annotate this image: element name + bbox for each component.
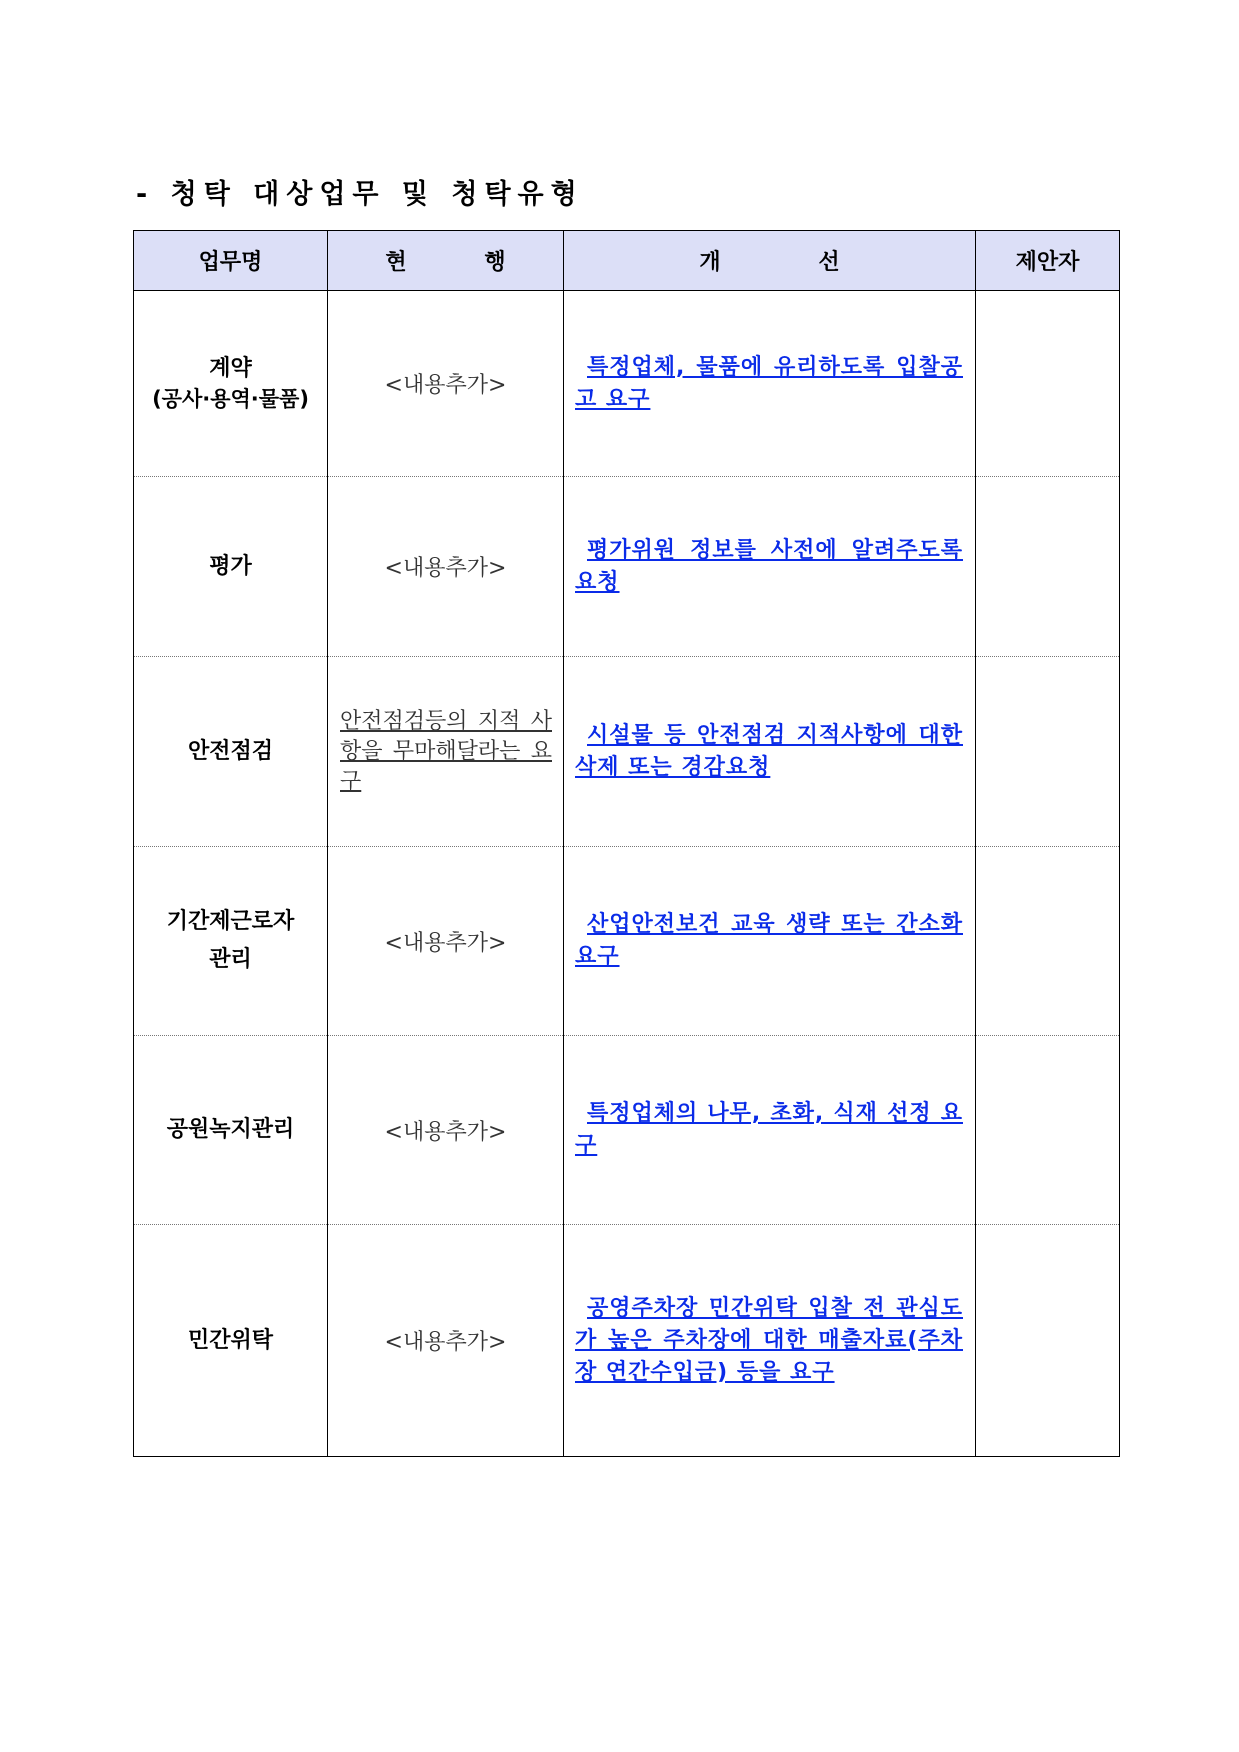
current-cell: <내용추가> [328,1036,564,1225]
current-cell: <내용추가> [328,1225,564,1457]
table-row [134,477,1120,657]
improvement-text: 평가위원 정보를 사전에 알려주도록 요청 [575,537,963,595]
current-text: 안전점검등의 지적 사항을 무마해달라는 요구 [340,708,552,794]
header-current-label: 현 행 [385,250,506,275]
improvement-text: 시설물 등 안전점검 지적사항에 대한 삭제 또는 경감요청 [575,722,963,780]
improvement-text: 특정업체의 나무, 초화, 식재 선정 요구 [575,1101,963,1158]
task-name-line2: 관리 [209,947,252,972]
table-row [134,291,1120,477]
header-improvement-label: 개 선 [699,250,840,275]
table-row [134,1225,1120,1457]
table-header-row [134,231,1120,291]
task-name: 기간제근로자 [166,909,295,934]
header-proposer: 제안자 [976,231,1120,291]
current-cell [328,657,564,847]
proposer-cell[interactable] [976,477,1120,657]
proposer-cell[interactable] [976,847,1120,1036]
proposer-cell[interactable] [976,657,1120,847]
improvement-cell [564,657,976,847]
header-improvement [564,231,976,291]
task-name-cell [134,291,328,477]
table-row [134,657,1120,847]
current-cell: <내용추가> [328,847,564,1036]
section-heading: - 청탁 대상업무 및 청탁유형 [136,179,584,210]
task-name-cell: 평가 [134,477,328,657]
table-row [134,1036,1120,1225]
task-name-sub: (공사·용역·물품) [152,386,309,411]
task-name-cell: 안전점검 [134,657,328,847]
improvement-cell [564,477,976,657]
improvement-cell [564,1225,976,1457]
header-current [328,231,564,291]
task-name-cell [134,847,328,1036]
improvement-cell [564,291,976,477]
proposer-cell[interactable] [976,291,1120,477]
task-name-cell: 민간위탁 [134,1225,328,1457]
task-name-cell: 공원녹지관리 [134,1036,328,1225]
solicitation-table [133,230,1120,1457]
table-row [134,847,1120,1036]
improvement-text: 산업안전보건 교육 생략 또는 간소화 요구 [575,912,963,969]
improvement-cell [564,847,976,1036]
proposer-cell[interactable] [976,1225,1120,1457]
improvement-cell [564,1036,976,1225]
proposer-cell[interactable] [976,1036,1120,1225]
current-cell: <내용추가> [328,291,564,477]
improvement-text: 특정업체, 물품에 유리하도록 입찰공고 요구 [575,354,963,412]
current-cell: <내용추가> [328,477,564,657]
task-name: 계약 [209,355,252,381]
header-task: 업무명 [134,231,328,291]
improvement-text: 공영주차장 민간위탁 입찰 전 관심도가 높은 주차장에 대한 매출자료(주차장 연간수입금) 등을 요구 [575,1295,963,1385]
